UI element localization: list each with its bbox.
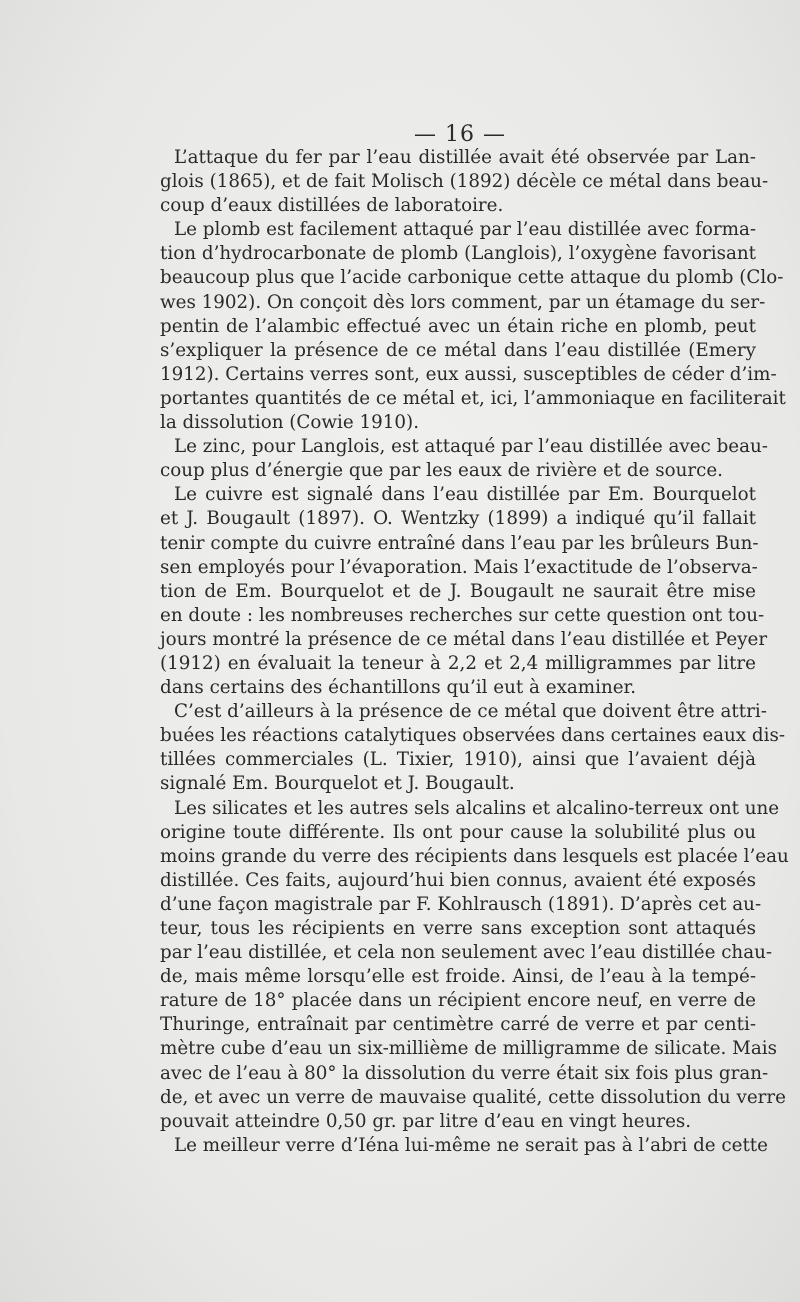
text-line: en doute : les nombreuses recherches sur cette question ont tou- [160, 604, 765, 626]
text-line: distillée. Ces faits, aujourd’hui bien connus, avaient été exposés [160, 869, 756, 891]
text-line: Le cuivre est signalé dans l’eau distillée par Em. Bourquelot [174, 484, 756, 506]
text-line: signalé Em. Bourquelot et J. Bougault. [160, 773, 515, 795]
text-line: Thuringe, entraînait par centimètre carré de verre et par centi- [160, 1014, 756, 1036]
text-line: dans certains des échantillons qu’il eut à examiner. [160, 677, 637, 699]
text-line: teur, tous les récipients en verre sans exception sont attaqués [160, 918, 756, 939]
text-line: mètre cube d’eau un six-millième de milligramme de silicate. Mais [160, 1038, 778, 1060]
text-line: tenir compte du cuivre entraîné dans l’eau par les brûleurs Bun- [160, 532, 759, 554]
text-line: (1912) en évaluait la teneur à 2,2 et 2,4 milligrammes par litre [160, 652, 756, 674]
page-number: — 16 — [414, 122, 506, 147]
text-line: rature de 18° placée dans un récipient encore neuf, en verre de [160, 990, 756, 1012]
text-line: Le meilleur verre d’Iéna lui-même ne serait pas à l’abri de cette [174, 1134, 768, 1156]
text-line: par l’eau distillée, et cela non seulement avec l’eau distillée chau- [160, 942, 773, 964]
text-line: L’attaque du fer par l’eau distillée avait été observée par Lan- [174, 147, 756, 168]
text-line: buées les réactions catalytiques observées dans certaines eaux dis- [160, 725, 786, 747]
text-line: et J. Bougault (1897). O. Wentzky (1899) a indiqué qu’il fallait [160, 508, 756, 530]
paragraph [160, 435, 768, 483]
text-line: origine toute différente. Ils ont pour cause la solubilité plus ou [160, 821, 756, 843]
text-line: la dissolution (Cowie 1910). [160, 412, 419, 434]
text-line: avec de l’eau à 80° la dissolution du verre était six fois plus gran- [160, 1062, 769, 1084]
text-line: wes 1902). On conçoit dès lors comment, par un étamage du ser- [160, 291, 766, 313]
text-line: coup plus d’énergie que par les eaux de rivière et de source. [160, 460, 723, 482]
paragraph [160, 146, 769, 218]
text-line: pentin de l’alambic effectué avec un étain riche en plomb, peut [160, 315, 756, 337]
text-line: d’une façon magistrale par F. Kohlrausch (1891). D’après cet au- [160, 893, 762, 915]
text-line: tion de Em. Bourquelot et de J. Bougault ne saurait être mise [160, 580, 756, 602]
text-line: Les silicates et les autres sels alcalins et alcalino-terreux ont une [174, 797, 780, 819]
text-line: C’est d’ailleurs à la présence de ce métal que doivent être attri- [174, 701, 767, 723]
text-line: de, mais même lorsqu’elle est froide. Ainsi, de l’eau à la tempé- [160, 966, 756, 988]
text-line: coup d’eaux distillées de laboratoire. [160, 195, 504, 217]
text-line: portantes quantités de ce métal et, ici, l’ammoniaque en faciliterait [160, 387, 786, 409]
paragraph [160, 700, 786, 796]
text-line: beaucoup plus que l’acide carbonique cette attaque du plomb (Clo- [160, 267, 784, 289]
paragraph [160, 797, 789, 1134]
text-line: pouvait atteindre 0,50 gr. par litre d’eau en vingt heures. [160, 1110, 692, 1132]
text-line: moins grande du verre des récipients dans lesquels est placée l’eau [160, 845, 789, 867]
text-line: Le plomb est facilement attaqué par l’eau distillée avec forma- [174, 219, 757, 241]
text-line: glois (1865), et de fait Molisch (1892) décèle ce métal dans beau- [160, 171, 769, 193]
text-line: tion d’hydrocarbonate de plomb (Langlois), l’oxygène favorisant [160, 243, 756, 265]
text-line: jours montré la présence de ce métal dans l’eau distillée et Peyer [160, 628, 768, 650]
text-line: s’expliquer la présence de ce métal dans l’eau distillée (Emery [160, 339, 756, 361]
text-line: de, et avec un verre de mauvaise qualité, cette dissolution du verre [160, 1086, 786, 1108]
paragraph [160, 1134, 768, 1158]
body-text [160, 146, 789, 1158]
text-line: tillées commerciales (L. Tixier, 1910), ainsi que l’avaient déjà [160, 749, 756, 771]
text-line: 1912). Certains verres sont, eux aussi, susceptibles de céder d’im- [160, 363, 777, 385]
text-line: Le zinc, pour Langlois, est attaqué par l’eau distillée avec beau- [174, 436, 768, 458]
paragraph [160, 483, 768, 700]
text-line: sen employés pour l’évaporation. Mais l’exactitude de l’observa- [160, 556, 758, 578]
paragraph [160, 218, 786, 435]
